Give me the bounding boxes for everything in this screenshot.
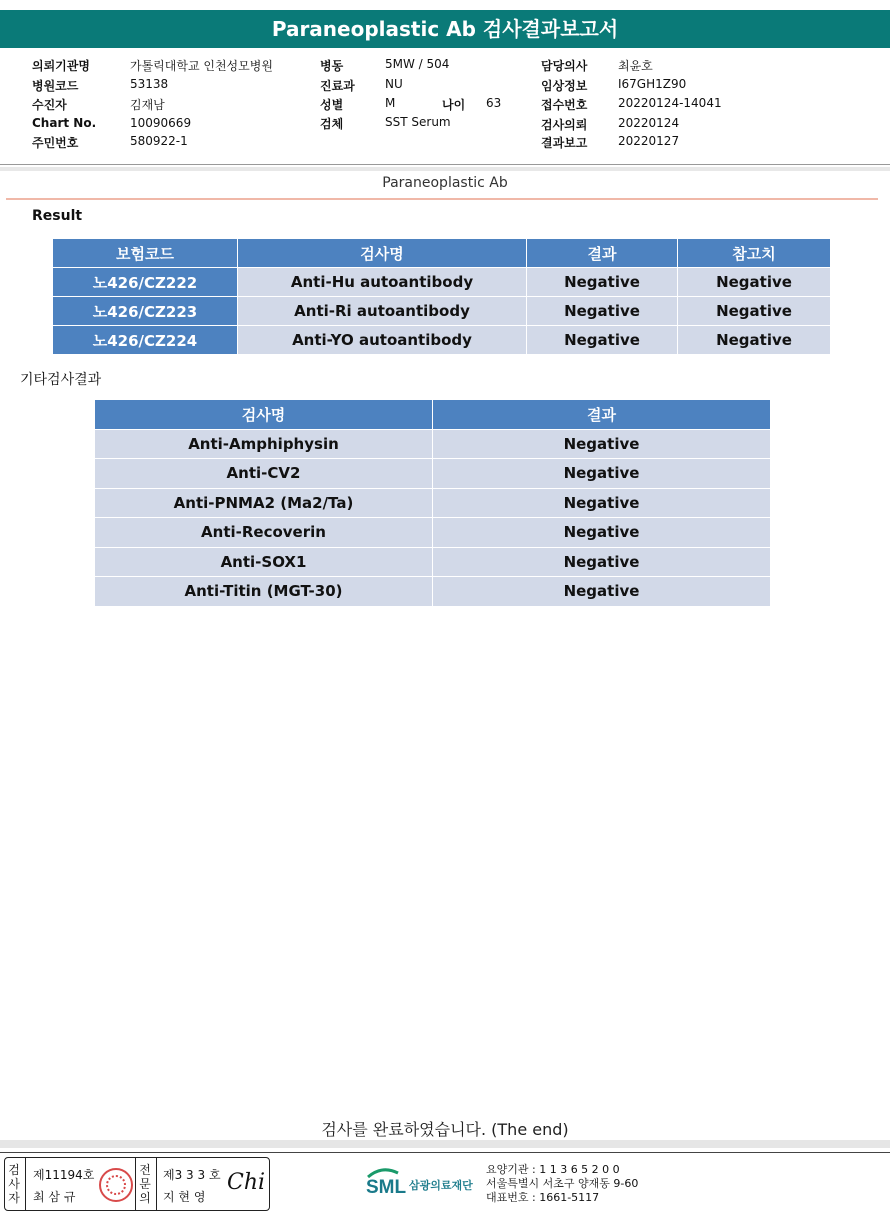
dept-label: 진료과 <box>320 79 355 93</box>
inspector-label-text: 검사자 <box>8 1163 20 1205</box>
table-row <box>95 518 771 548</box>
divider <box>156 1158 157 1210</box>
doctor-value: 최윤호 <box>618 59 653 73</box>
report-title: Paraneoplastic Ab 검사결과보고서 <box>0 10 890 48</box>
specialist-name: 지 현 영 <box>163 1190 206 1204</box>
inspector-label <box>7 1163 21 1205</box>
result-cell: Negative <box>433 459 771 489</box>
other-results-heading: 기타검사결과 <box>20 372 102 388</box>
request-label: 검사의뢰 <box>541 118 588 132</box>
institution-label: 의뢰기관명 <box>32 59 90 73</box>
table-row <box>95 459 771 489</box>
divider-band <box>0 167 890 171</box>
specialist-label-text: 전문의 <box>139 1163 151 1205</box>
sex-label: 성별 <box>320 98 344 112</box>
column-header: 결과 <box>527 239 678 268</box>
result-cell: Negative <box>433 488 771 518</box>
end-message: 검사를 완료하였습니다. (The end) <box>321 1120 569 1139</box>
test-name-cell: Anti-SOX1 <box>95 547 433 577</box>
sml-logo <box>364 1163 484 1199</box>
test-name-cell: Anti-Recoverin <box>95 518 433 548</box>
specimen-label: 검체 <box>320 117 344 131</box>
test-name-cell: Anti-YO autoantibody <box>238 326 527 355</box>
end-bar <box>0 1140 890 1148</box>
test-name-cell: Anti-CV2 <box>95 459 433 489</box>
section-divider <box>6 198 878 200</box>
resident-label: 주민번호 <box>32 136 79 150</box>
table-row <box>95 547 771 577</box>
institution-value: 가톨릭대학교 인천성모병원 <box>130 59 273 73</box>
table-row <box>53 268 831 297</box>
signature: Chi <box>227 1170 266 1195</box>
test-name-cell: Anti-Titin (MGT-30) <box>95 577 433 607</box>
ward-value: 5MW / 504 <box>385 57 450 71</box>
doctor-label: 담당의사 <box>541 59 588 73</box>
result-cell: Negative <box>433 547 771 577</box>
table-row <box>53 297 831 326</box>
result-heading: Result <box>32 208 83 224</box>
age-label: 나이 <box>442 98 466 112</box>
hospital-code-label: 병원코드 <box>32 79 79 93</box>
other-results-table <box>94 399 771 607</box>
chart-label: Chart No. <box>32 116 97 130</box>
column-header: 검사명 <box>238 239 527 268</box>
patient-info <box>0 0 890 160</box>
reference-cell: Negative <box>678 268 831 297</box>
result-cell: Negative <box>527 268 678 297</box>
test-name-cell: Anti-Ri autoantibody <box>238 297 527 326</box>
test-name-cell: Anti-Hu autoantibody <box>238 268 527 297</box>
clinical-value: I67GH1Z90 <box>618 77 687 91</box>
reference-cell: Negative <box>678 297 831 326</box>
test-name-cell: Anti-Amphiphysin <box>95 429 433 459</box>
ward-label: 병동 <box>320 59 344 73</box>
column-header: 결과 <box>433 400 771 430</box>
clinical-label: 임상정보 <box>541 79 588 93</box>
inspector-number: 제11194호 <box>33 1168 95 1182</box>
result-table <box>52 238 831 355</box>
org-name: 삼광의료재단 <box>409 1179 473 1192</box>
seal-stamp-icon <box>99 1168 133 1202</box>
divider <box>135 1158 136 1210</box>
request-value: 20220124 <box>618 116 680 130</box>
dept-value: NU <box>385 77 403 91</box>
specialist-number: 제3 3 3 호 <box>163 1168 221 1182</box>
inspector-name: 최 삼 규 <box>33 1190 76 1204</box>
receipt-value: 20220124-14041 <box>618 96 722 110</box>
specialist-label <box>138 1163 152 1205</box>
phone: 대표번호 : 1661-5117 <box>486 1191 600 1204</box>
reference-cell: Negative <box>678 326 831 355</box>
insurance-code-cell: 노426/CZ222 <box>53 268 238 297</box>
section-title: Paraneoplastic Ab <box>382 175 508 191</box>
table-header-row <box>95 400 771 430</box>
resident-value: 580922-1 <box>130 134 188 148</box>
result-cell: Negative <box>433 518 771 548</box>
table-header-row <box>53 239 831 268</box>
address: 서울특별시 서초구 양재동 9-60 <box>486 1177 639 1190</box>
divider <box>25 1158 26 1210</box>
insurance-code-cell: 노426/CZ223 <box>53 297 238 326</box>
patient-label: 수진자 <box>32 98 67 112</box>
specimen-value: SST Serum <box>385 115 451 129</box>
column-header: 검사명 <box>95 400 433 430</box>
table-row <box>95 577 771 607</box>
column-header: 참고치 <box>678 239 831 268</box>
age-value: 63 <box>486 96 502 110</box>
chart-value: 10090669 <box>130 116 192 130</box>
institution-code: 요양기관 : 1 1 3 6 5 2 0 0 <box>486 1163 620 1176</box>
table-row <box>53 326 831 355</box>
result-cell: Negative <box>527 297 678 326</box>
divider <box>0 164 890 165</box>
result-cell: Negative <box>527 326 678 355</box>
table-row <box>95 429 771 459</box>
footer-divider <box>0 1152 890 1153</box>
sex-value: M <box>385 96 396 110</box>
result-cell: Negative <box>433 577 771 607</box>
hospital-code-value: 53138 <box>130 77 169 91</box>
report-date-label: 결과보고 <box>541 136 588 150</box>
table-row <box>95 488 771 518</box>
insurance-code-cell: 노426/CZ224 <box>53 326 238 355</box>
sml-logo-mark-icon <box>364 1163 484 1199</box>
receipt-label: 접수번호 <box>541 98 588 112</box>
patient-value: 김재남 <box>130 98 165 112</box>
logo-text: SML <box>366 1177 407 1198</box>
report-date-value: 20220127 <box>618 134 680 148</box>
test-name-cell: Anti-PNMA2 (Ma2/Ta) <box>95 488 433 518</box>
column-header: 보험코드 <box>53 239 238 268</box>
result-cell: Negative <box>433 429 771 459</box>
address-block <box>486 1163 638 1205</box>
signature-box <box>4 1157 270 1211</box>
